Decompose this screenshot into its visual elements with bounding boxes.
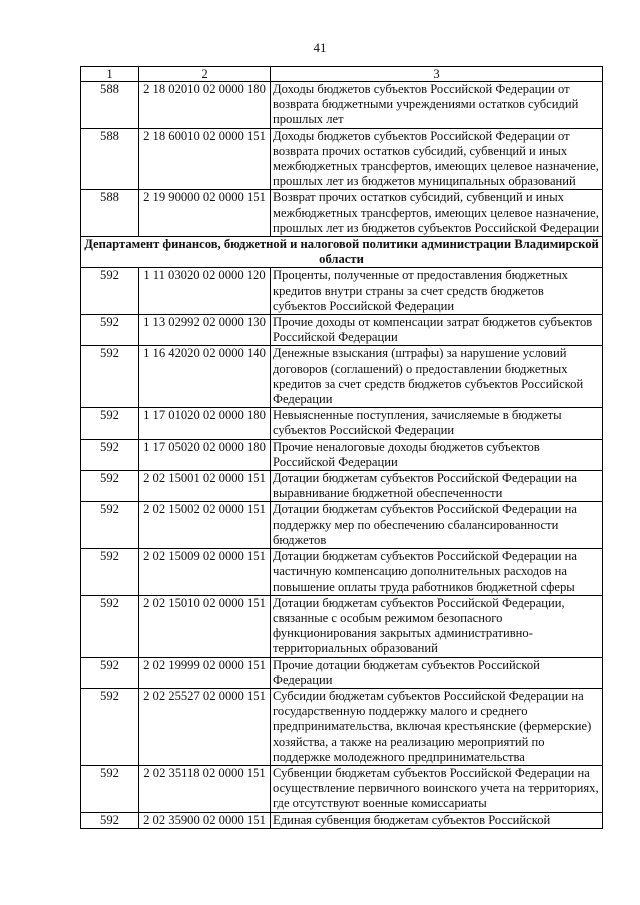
revenue-name-cell: Проценты, полученные от предоставления бюджетных кредитов внутри страны за счет средств бюджетов субъектов Российской Федерации	[271, 268, 603, 315]
budget-code-cell: 2 02 35118 02 0000 151	[139, 765, 271, 812]
column-number-2: 2	[139, 67, 271, 82]
table-row	[81, 812, 603, 828]
table-row	[81, 439, 603, 470]
admin-code-cell: 592	[81, 471, 139, 502]
revenue-name-cell: Прочие неналоговые доходы бюджетов субъектов Российской Федерации	[271, 439, 603, 470]
budget-code-cell: 2 02 35900 02 0000 151	[139, 812, 271, 828]
admin-code-cell: 592	[81, 812, 139, 828]
admin-code-cell: 592	[81, 439, 139, 470]
budget-code-cell: 2 02 15002 02 0000 151	[139, 502, 271, 549]
table-row	[81, 408, 603, 439]
budget-code-cell: 2 02 15009 02 0000 151	[139, 549, 271, 596]
table-row	[81, 190, 603, 237]
admin-code-cell: 592	[81, 408, 139, 439]
budget-code-cell: 2 02 15001 02 0000 151	[139, 471, 271, 502]
revenue-name-cell: Возврат прочих остатков субсидий, субвенций и иных межбюджетных трансфертов, имеющих целевое назначение, прошлых лет из бюджетов субъектов Российской Федерации	[271, 190, 603, 237]
revenue-name-cell: Дотации бюджетам субъектов Российской Федерации, связанные с особым режимом безопасного функционирования закрытых административно-территориальных образований	[271, 595, 603, 657]
admin-code-cell: 592	[81, 346, 139, 408]
revenue-name-cell: Прочие доходы от компенсации затрат бюджетов субъектов Российской Федерации	[271, 315, 603, 346]
budget-code-cell: 1 17 01020 02 0000 180	[139, 408, 271, 439]
table-row	[81, 502, 603, 549]
table-row	[81, 549, 603, 596]
admin-code-cell: 592	[81, 765, 139, 812]
admin-code-cell: 588	[81, 128, 139, 190]
table-row	[81, 268, 603, 315]
revenue-codes-table	[80, 66, 603, 829]
admin-code-cell: 592	[81, 688, 139, 765]
admin-code-cell: 588	[81, 82, 139, 129]
table-row	[81, 128, 603, 190]
column-number-3: 3	[271, 67, 603, 82]
admin-code-cell: 592	[81, 502, 139, 549]
column-number-1: 1	[81, 67, 139, 82]
revenue-name-cell: Невыясненные поступления, зачисляемые в бюджеты субъектов Российской Федерации	[271, 408, 603, 439]
budget-code-cell: 1 13 02992 02 0000 130	[139, 315, 271, 346]
budget-code-cell: 1 11 03020 02 0000 120	[139, 268, 271, 315]
budget-code-cell: 2 02 15010 02 0000 151	[139, 595, 271, 657]
table-row	[81, 765, 603, 812]
budget-code-cell: 2 18 60010 02 0000 151	[139, 128, 271, 190]
table-row	[81, 471, 603, 502]
page-number: 41	[313, 40, 327, 55]
revenue-name-cell: Прочие дотации бюджетам субъектов Российской Федерации	[271, 657, 603, 688]
admin-code-cell: 588	[81, 190, 139, 237]
admin-code-cell: 592	[81, 595, 139, 657]
revenue-name-cell: Дотации бюджетам субъектов Российской Федерации на частичную компенсацию дополнительных расходов на повышение оплаты труда работников бюджетной сферы	[271, 549, 603, 596]
revenue-name-cell: Единая субвенция бюджетам субъектов Российской	[271, 812, 603, 828]
budget-code-cell: 1 16 42020 02 0000 140	[139, 346, 271, 408]
section-title: Департамент финансов, бюджетной и налоговой политики администрации Владимирской области	[81, 237, 603, 268]
table-row	[81, 82, 603, 129]
table-row	[81, 315, 603, 346]
table-row	[81, 595, 603, 657]
revenue-name-cell: Доходы бюджетов субъектов Российской Федерации от возврата прочих остатков субсидий, субвенций и иных межбюджетных трансфертов, имеющих целевое назначение, прошлых лет из бюджетов муниципальных образований	[271, 128, 603, 190]
revenue-name-cell: Денежные взыскания (штрафы) за нарушение условий договоров (соглашений) о предоставлении бюджетных кредитов за счет средств бюджетов субъектов Российской Федерации	[271, 346, 603, 408]
revenue-name-cell: Субвенции бюджетам субъектов Российской Федерации на осуществление первичного воинского учета на территориях, где отсутствуют военные комиссариаты	[271, 765, 603, 812]
table-row	[81, 346, 603, 408]
table-row	[81, 657, 603, 688]
revenue-name-cell: Дотации бюджетам субъектов Российской Федерации на поддержку мер по обеспечению сбалансированности бюджетов	[271, 502, 603, 549]
revenue-name-cell: Доходы бюджетов субъектов Российской Федерации от возврата бюджетными учреждениями остатков субсидий прошлых лет	[271, 82, 603, 129]
budget-code-cell: 2 02 25527 02 0000 151	[139, 688, 271, 765]
admin-code-cell: 592	[81, 549, 139, 596]
table-body	[81, 67, 603, 829]
admin-code-cell: 592	[81, 657, 139, 688]
budget-code-cell: 2 18 02010 02 0000 180	[139, 82, 271, 129]
budget-code-cell: 1 17 05020 02 0000 180	[139, 439, 271, 470]
column-number-row	[81, 67, 603, 82]
section-header-row	[81, 237, 603, 268]
revenue-name-cell: Дотации бюджетам субъектов Российской Федерации на выравнивание бюджетной обеспеченности	[271, 471, 603, 502]
table-row	[81, 688, 603, 765]
budget-code-cell: 2 19 90000 02 0000 151	[139, 190, 271, 237]
admin-code-cell: 592	[81, 315, 139, 346]
revenue-name-cell: Субсидии бюджетам субъектов Российской Федерации на государственную поддержку малого и среднего предпринимательства, включая крестьянские (фермерские) хозяйства, а также на реализацию мероприятий по поддержке молодежного предпринимательства	[271, 688, 603, 765]
budget-code-cell: 2 02 19999 02 0000 151	[139, 657, 271, 688]
admin-code-cell: 592	[81, 268, 139, 315]
